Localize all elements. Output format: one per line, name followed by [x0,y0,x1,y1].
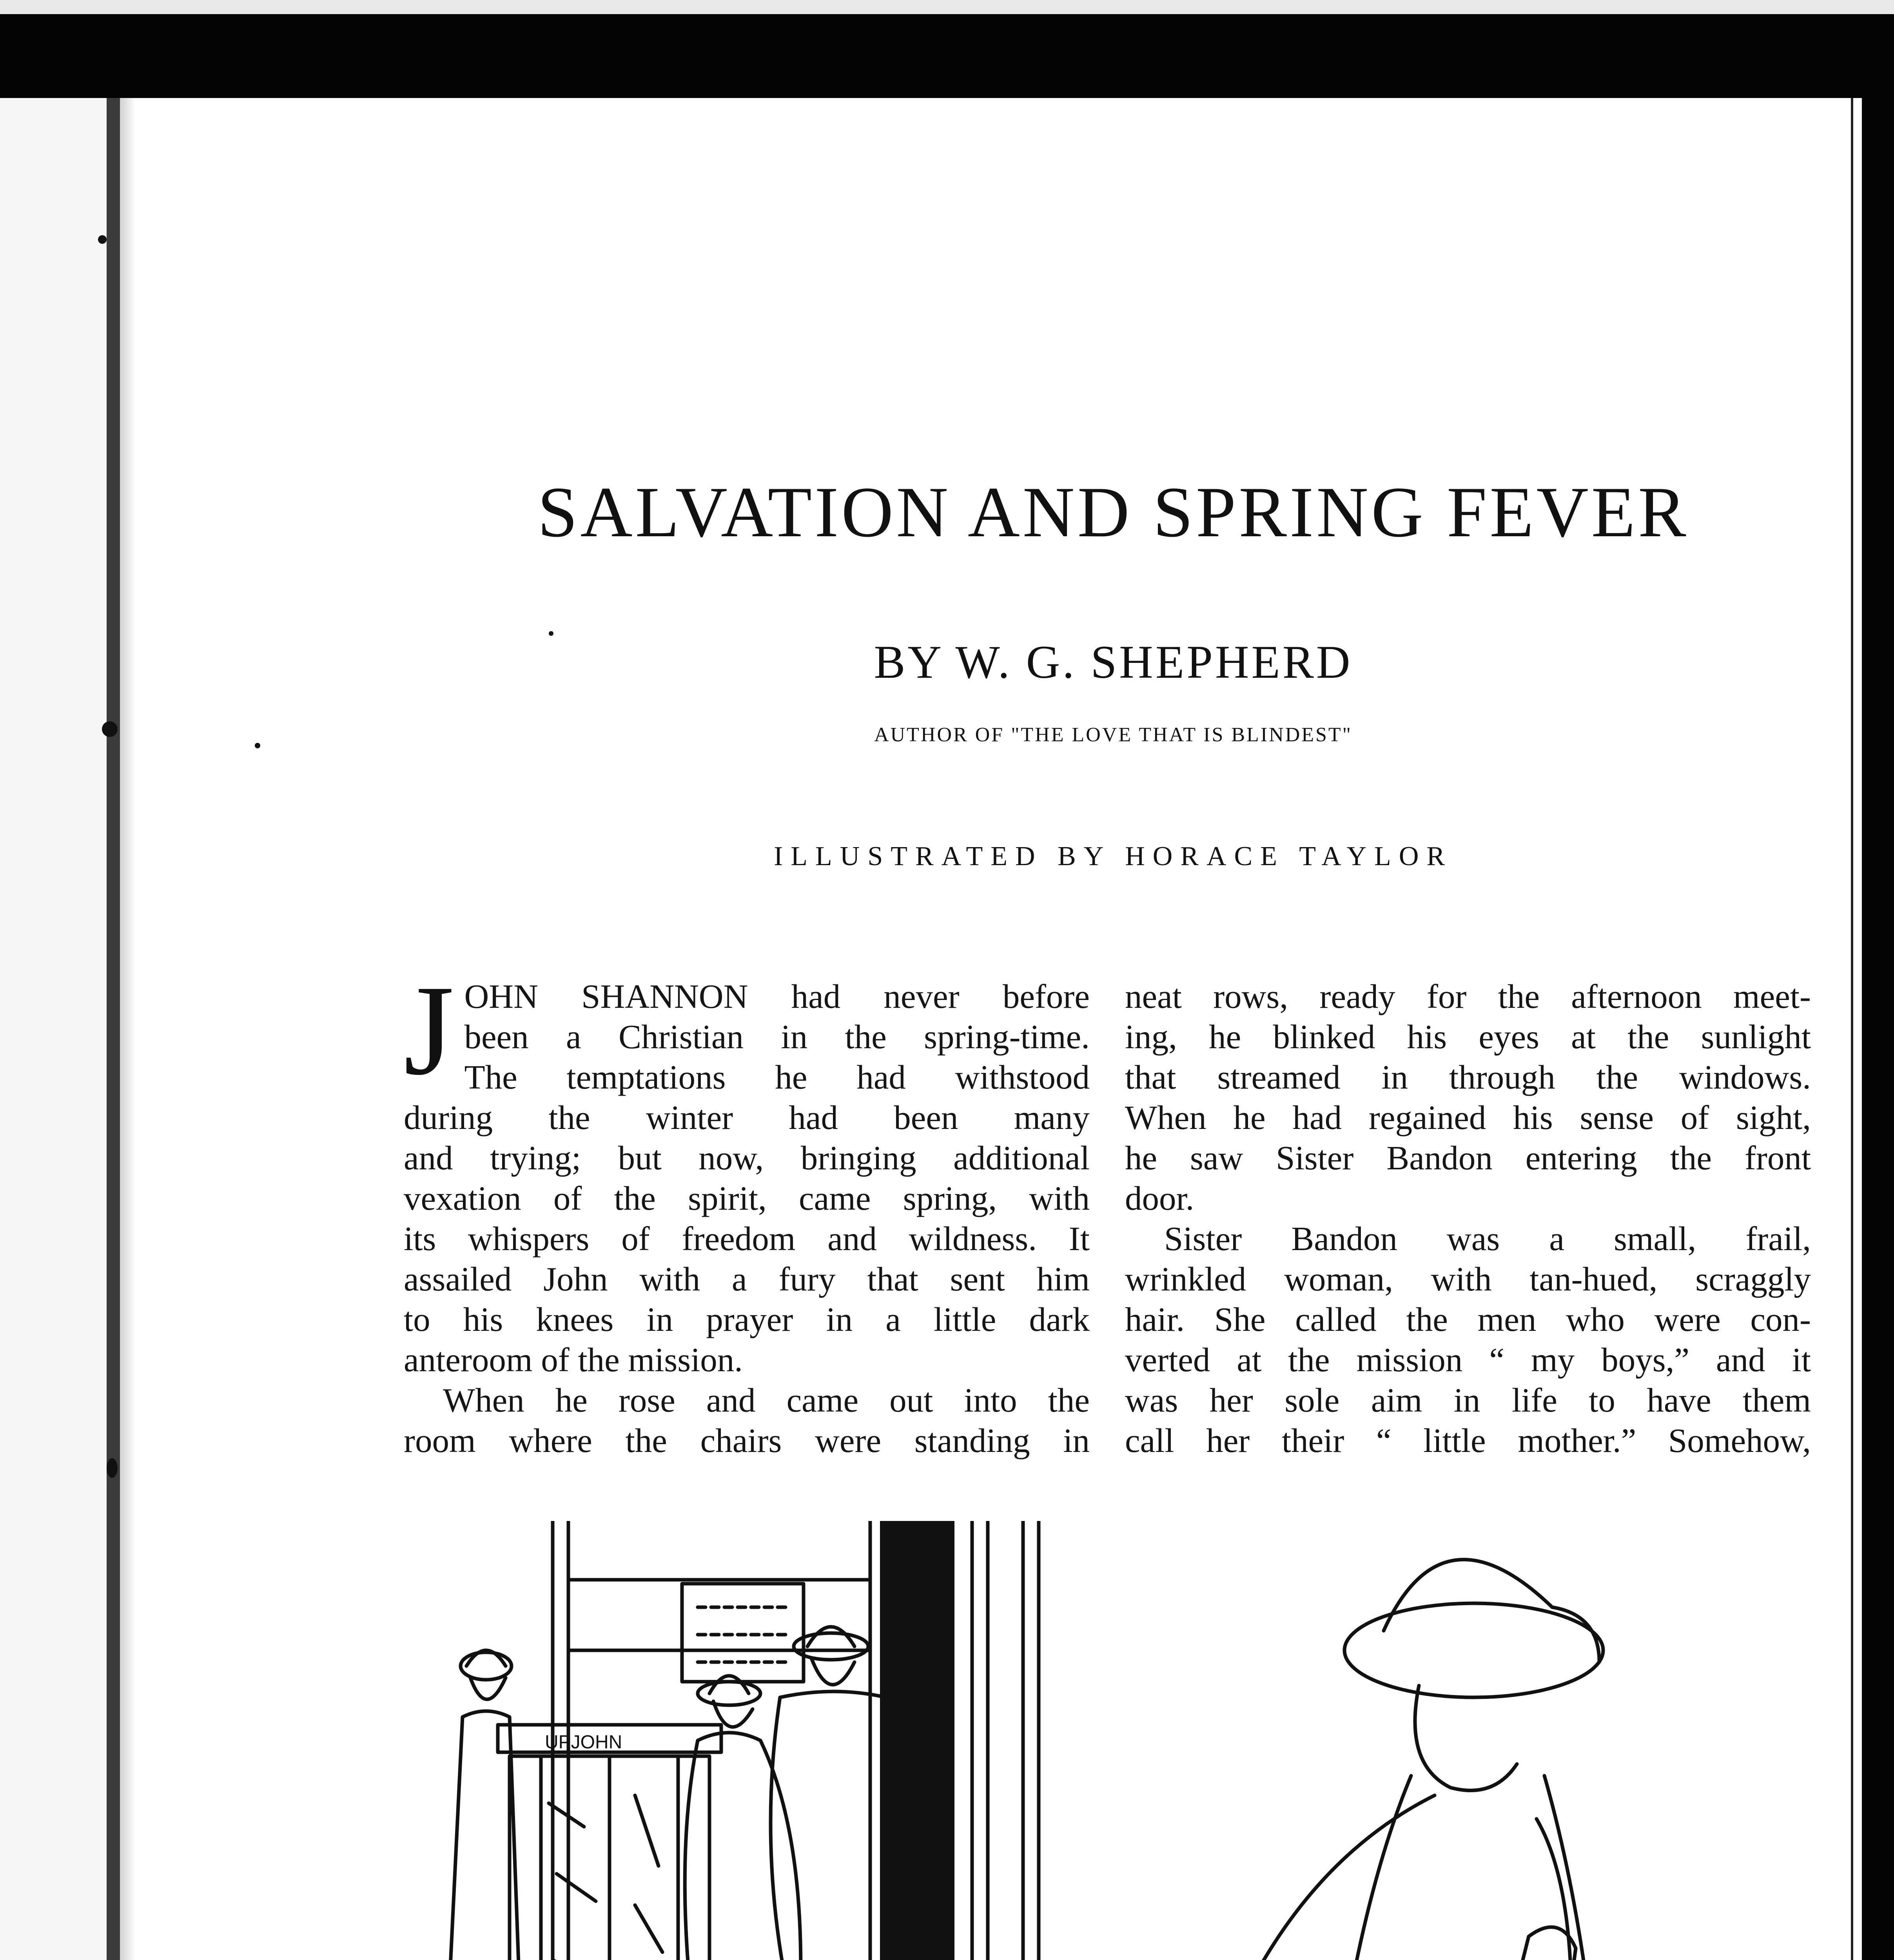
body-line: was her sole aim in life to have them [1125,1381,1811,1419]
body-line: call her their “ little mother.” Somehow, [1125,1421,1811,1459]
body-line: that streamed in through the windows. [1125,1058,1811,1096]
body-line: neat rows, ready for the afternoon meet- [1125,977,1811,1015]
body-line: When he rose and came out into the [443,1381,1090,1419]
scan-top-border [0,0,1894,98]
body-line: during the winter had been many [404,1098,1090,1136]
body-line: ing, he blinked his eyes at the sunlight [1125,1018,1811,1056]
illustrator-credit: ILLUSTRATED BY HORACE TAYLOR [773,841,1453,871]
scan-speck [255,743,260,748]
kiosk-sign: UPJOHN [545,1732,622,1753]
body-line: When he had regained his sense of sight, [1125,1098,1811,1136]
author-credit: AUTHOR OF "THE LOVE THAT IS BLINDEST" [874,724,1352,746]
body-line: wrinkled woman, with tan-hued, scraggly [1125,1260,1811,1298]
body-column-left [404,959,1090,1461]
body-line: he saw Sister Bandon entering the front [1125,1139,1811,1177]
body-line: assailed John with a fury that sent him [404,1260,1090,1298]
building-facade [415,1521,1811,1960]
body-line: The temptations he had withstood [464,1058,1090,1096]
street-scene-illustration [415,1521,1827,1960]
scan-right-border [1862,98,1894,1960]
book-gutter [107,98,120,1960]
body-line: door. [1125,1179,1194,1217]
body-line: Sister Bandon was a small, frail, [1164,1220,1811,1258]
body-line: to his knees in prayer in a little dark [404,1300,1090,1338]
scan-speck [98,235,107,244]
body-line: and trying; but now, bringing additional [404,1139,1090,1177]
body-line: been a Christian in the spring-time. [464,1018,1090,1056]
article-title: SALVATION AND SPRING FEVER [537,472,1689,552]
woman-in-hat [1246,1560,1650,1960]
drop-cap: J [404,959,454,1102]
body-line: verted at the mission “ my boys,” and it [1125,1341,1811,1379]
body-line: OHN SHANNON had never before [464,977,1090,1015]
body-line: anteroom of the mission. [404,1341,743,1379]
gutter-shadow [120,98,136,1960]
body-column-right [1125,976,1811,1461]
body-line: hair. She called the men who were con- [1125,1300,1811,1338]
display-kiosk [486,1725,737,1960]
body-line: its whispers of freedom and wildness. It [404,1220,1090,1258]
body-line: vexation of the spirit, came spring, with [404,1179,1090,1217]
article-byline: BY W. G. SHEPHERD [874,636,1353,688]
facing-page-edge [0,98,118,1960]
scan-speck [107,1458,118,1478]
body-line: room where the chairs were standing in [404,1421,1090,1459]
page-edge-line [1851,98,1853,1960]
scan-speck [102,721,118,737]
